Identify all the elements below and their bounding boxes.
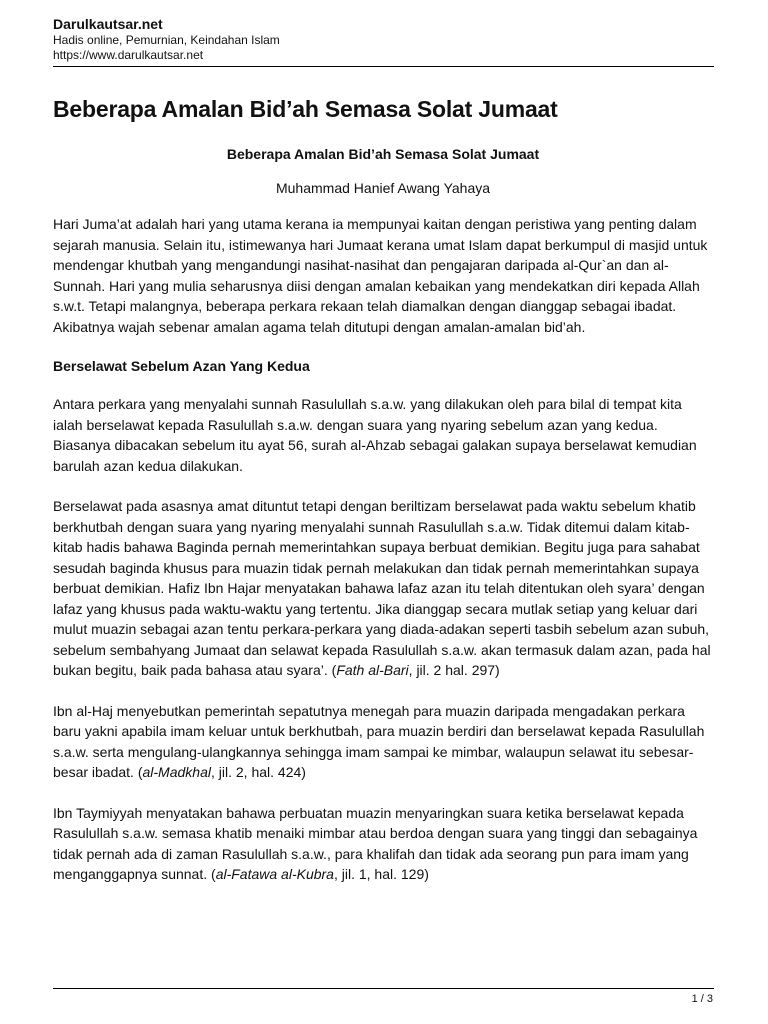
header-divider	[53, 66, 714, 67]
body-paragraph-1: Antara perkara yang menyalahi sunnah Rasulullah s.a.w. yang dilakukan oleh para bilal di tempat kita ialah berselawat kepada Rasulullah s.a.w. dengan suara yang nyaring sebelum azan yang kedua. Biasanya dibacakan sebelum itu ayat 56, surah al-Ahzab sebagai galakan supaya berselawat kemudian barulah azan kedua dilakukan.	[53, 396, 697, 474]
paragraph-text: Berselawat pada asasnya amat dituntut tetapi dengan beriltizam berselawat pada waktu sebelum khatib berkhutbah dengan suara yang nyaring menyalahi sunnah Rasulullah s.a.w. Tidak ditemui dalam kitab-kitab hadis bahawa Baginda pernah memerintahkan supaya berbuat demikian. Begitu juga para sahabat sesudah baginda khusus para muazin tidak pernah melakukan dan tidak pernah memerintahkan supaya berbuat demikian. Hafiz Ibn Hajar menyatakan bahawa lafaz azan itu telah ditentukan oleh syara’ dengan lafaz yang khusus pada waktu-waktu yang tertentu. Jika dianggap secara mutlak setiap yang keluar dari mulut muazin sebagai azan tentu perkara-perkara yang diada-adakan seperti tasbih sebelum azan subuh, sebelum sembahyang Jumaat dan selawat kepada Rasulullah s.a.w. akan termasuk dalam azan, pada hal bukan begitu, baik pada bahasa atau syara’. (	[53, 498, 711, 678]
citation-title: Fath al-Bari	[336, 662, 409, 678]
document-page	[53, 0, 713, 885]
site-tagline: Hadis online, Pemurnian, Keindahan Islam	[53, 33, 280, 47]
site-header	[53, 0, 713, 63]
footer-divider	[53, 988, 714, 989]
paragraph-text: Ibn al-Haj menyebutkan pemerintah sepatutnya menegah para muazin daripada mengadakan perkara baru yakni apabila imam keluar untuk berkhutbah, para muazin berdiri dan berselawat kepada Rasulullah s.a.w. serta mengulang-ulangkannya sehingga imam sampai ke mimbar, walaupun selawat itu sebesar-besar ibadat. (	[53, 702, 705, 780]
section-heading: Berselawat Sebelum Azan Yang Kedua	[53, 358, 310, 374]
article-subtitle: Beberapa Amalan Bid’ah Semasa Solat Jumaat	[226, 146, 540, 162]
citation-reference: , jil. 2, hal. 424)	[210, 764, 306, 780]
paragraph-text: Ibn Taymiyyah menyatakan bahawa perbuatan muazin menyaringkan suara ketika berselawat kepada Rasulullah s.a.w. semasa khatib menaiki mimbar atau berdoa dengan suara yang tinggi dan sebagainya tidak pernah ada di zaman Rasulullah s.a.w., para khalifah dan tidak ada seorang pun para imam yang menganggapnya sunnat. (	[53, 804, 698, 882]
citation-reference: , jil. 2 hal. 297)	[408, 662, 500, 678]
site-name: Darulkautsar.net	[53, 16, 163, 32]
article-author: Muhammad Hanief Awang Yahaya	[275, 180, 491, 196]
site-url: https://www.darulkautsar.net	[53, 48, 204, 62]
body-paragraph-4	[53, 803, 711, 885]
body-paragraph-3	[53, 701, 711, 783]
citation-title: al-Madkhal	[142, 764, 211, 780]
citation-reference: , jil. 1, hal. 129)	[333, 866, 429, 882]
article-title: Beberapa Amalan Bid’ah Semasa Solat Jumaat	[53, 96, 558, 122]
citation-title: al-Fatawa al-Kubra	[215, 866, 334, 882]
body-paragraph-2	[53, 496, 711, 681]
page-footer	[53, 988, 713, 1005]
intro-paragraph: Hari Juma’at adalah hari yang utama kerana ia mempunyai kaitan dengan peristiwa yang penting dalam sejarah manusia. Selain itu, istimewanya hari Jumaat kerana umat Islam dapat berkumpul di masjid untuk mendengar khutbah yang mengandungi nasihat-nasihat dan pengajaran daripada al-Qur`an dan al-Sunnah. Hari yang mulia seharusnya diisi dengan amalan kebaikan yang mendekatkan diri kepada Allah s.w.t. Tetapi malangnya, beberapa perkara rekaan telah diamalkan dengan dianggap sebagai ibadat. Akibatnya wajah sebenar amalan agama telah ditutupi dengan amalan-amalan bid’ah.	[53, 216, 708, 335]
page-number: 1 / 3	[691, 993, 713, 1005]
